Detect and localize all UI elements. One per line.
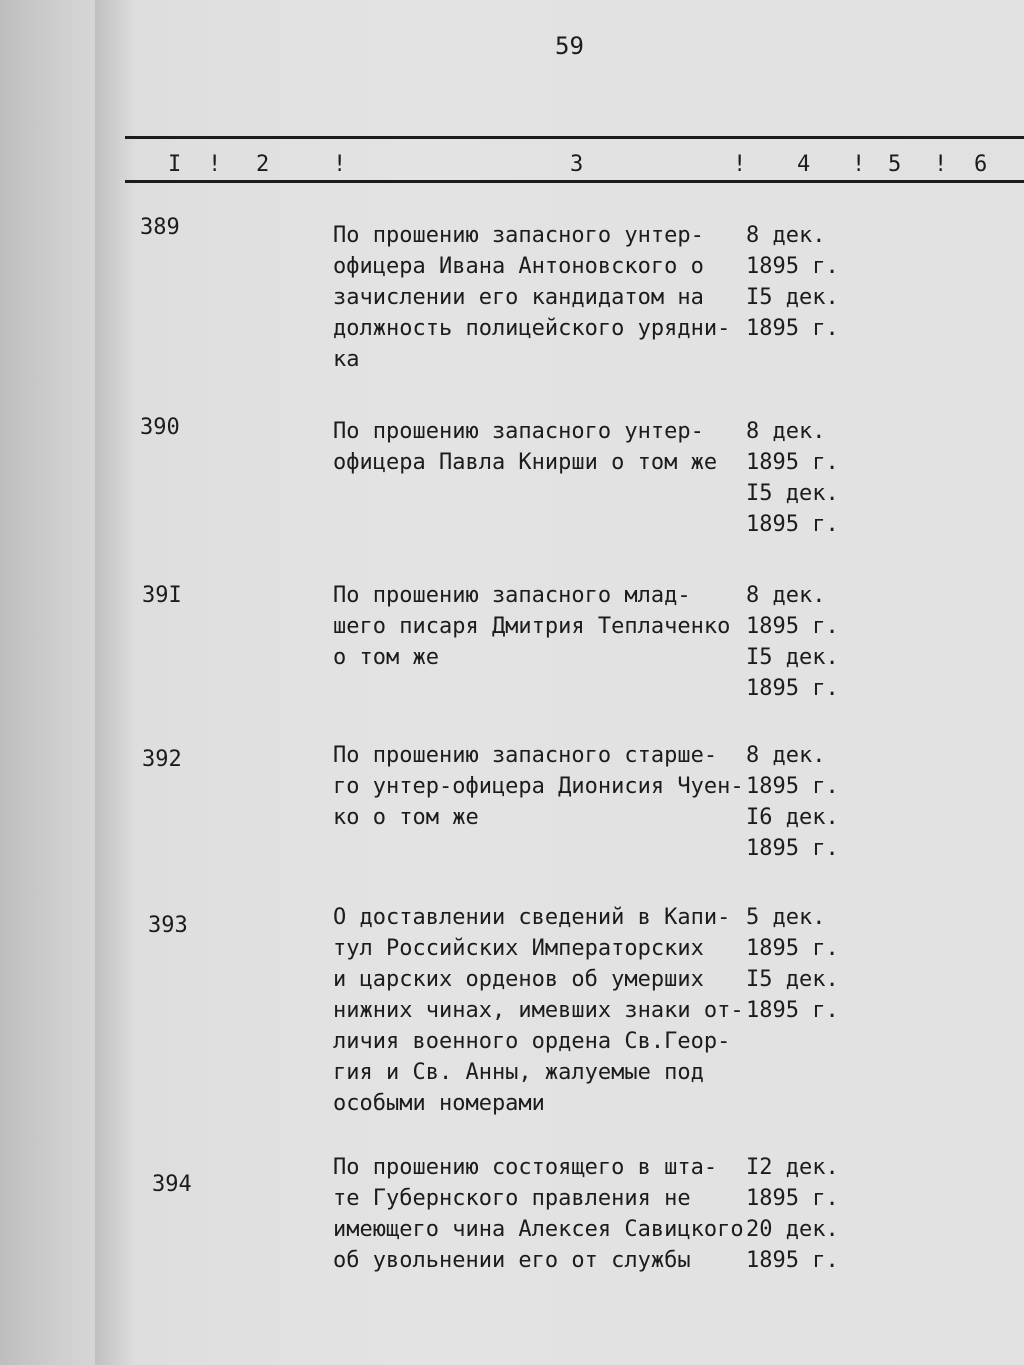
header-col-2: 2 xyxy=(256,152,270,177)
entry-number: 392 xyxy=(142,747,182,772)
entry-description: По прошению состоящего в шта- те Губернского правления не имеющего чина Алексея Савицкого об увольнении его от службы xyxy=(333,1155,744,1273)
header-col-6: 6 xyxy=(974,152,988,177)
header-col-4: 4 xyxy=(797,152,811,177)
header-col-1: I xyxy=(168,152,182,177)
entry-dates: 8 дек. 1895 г. I5 дек. 1895 г. xyxy=(746,223,839,341)
header-separator: ! xyxy=(934,152,948,177)
entry-dates: 8 дек. 1895 г. I5 дек. 1895 г. xyxy=(746,583,839,701)
entry-description: По прошению запасного унтер- офицера Ивана Антоновского о зачислении его кандидатом на должность полицейского урядни- ка xyxy=(333,223,731,372)
header-col-3: 3 xyxy=(570,152,584,177)
header-top-rule xyxy=(125,136,1024,139)
page-number: 59 xyxy=(555,32,584,60)
header-separator: ! xyxy=(733,152,747,177)
entry-number: 394 xyxy=(152,1172,192,1197)
header-col-5: 5 xyxy=(888,152,902,177)
entry-dates: 8 дек. 1895 г. I6 дек. 1895 г. xyxy=(746,743,839,861)
entry-description: По прошению запасного млад- шего писаря Дмитрия Теплаченко о том же xyxy=(333,583,731,670)
entry-description: По прошению запасного старше- го унтер-офицера Дионисия Чуен- ко о том же xyxy=(333,743,744,830)
entry-number: 39I xyxy=(142,583,182,608)
entry-number: 389 xyxy=(140,215,180,240)
entry-description: По прошению запасного унтер- офицера Павла Книрши о том же xyxy=(333,419,718,475)
entry-dates: 5 дек. 1895 г. I5 дек. 1895 г. xyxy=(746,905,839,1023)
entry-description: О доставлении сведений в Капи- тул Российских Императорских и царских орденов об умерших нижних чинах, имевших знаки от- личия военного ордена Св.Геор- гия и Св. Анны, жалуемые под особыми номерами xyxy=(333,905,744,1116)
header-bottom-rule xyxy=(125,180,1024,183)
entry-number: 393 xyxy=(148,913,188,938)
header-separator: ! xyxy=(852,152,866,177)
header-separator: ! xyxy=(333,152,347,177)
entry-number: 390 xyxy=(140,415,180,440)
header-separator: ! xyxy=(208,152,222,177)
entry-dates: 8 дек. 1895 г. I5 дек. 1895 г. xyxy=(746,419,839,537)
page-fold-shadow xyxy=(95,0,135,1365)
entry-dates: I2 дек. 1895 г. 20 дек. 1895 г. xyxy=(746,1155,839,1273)
